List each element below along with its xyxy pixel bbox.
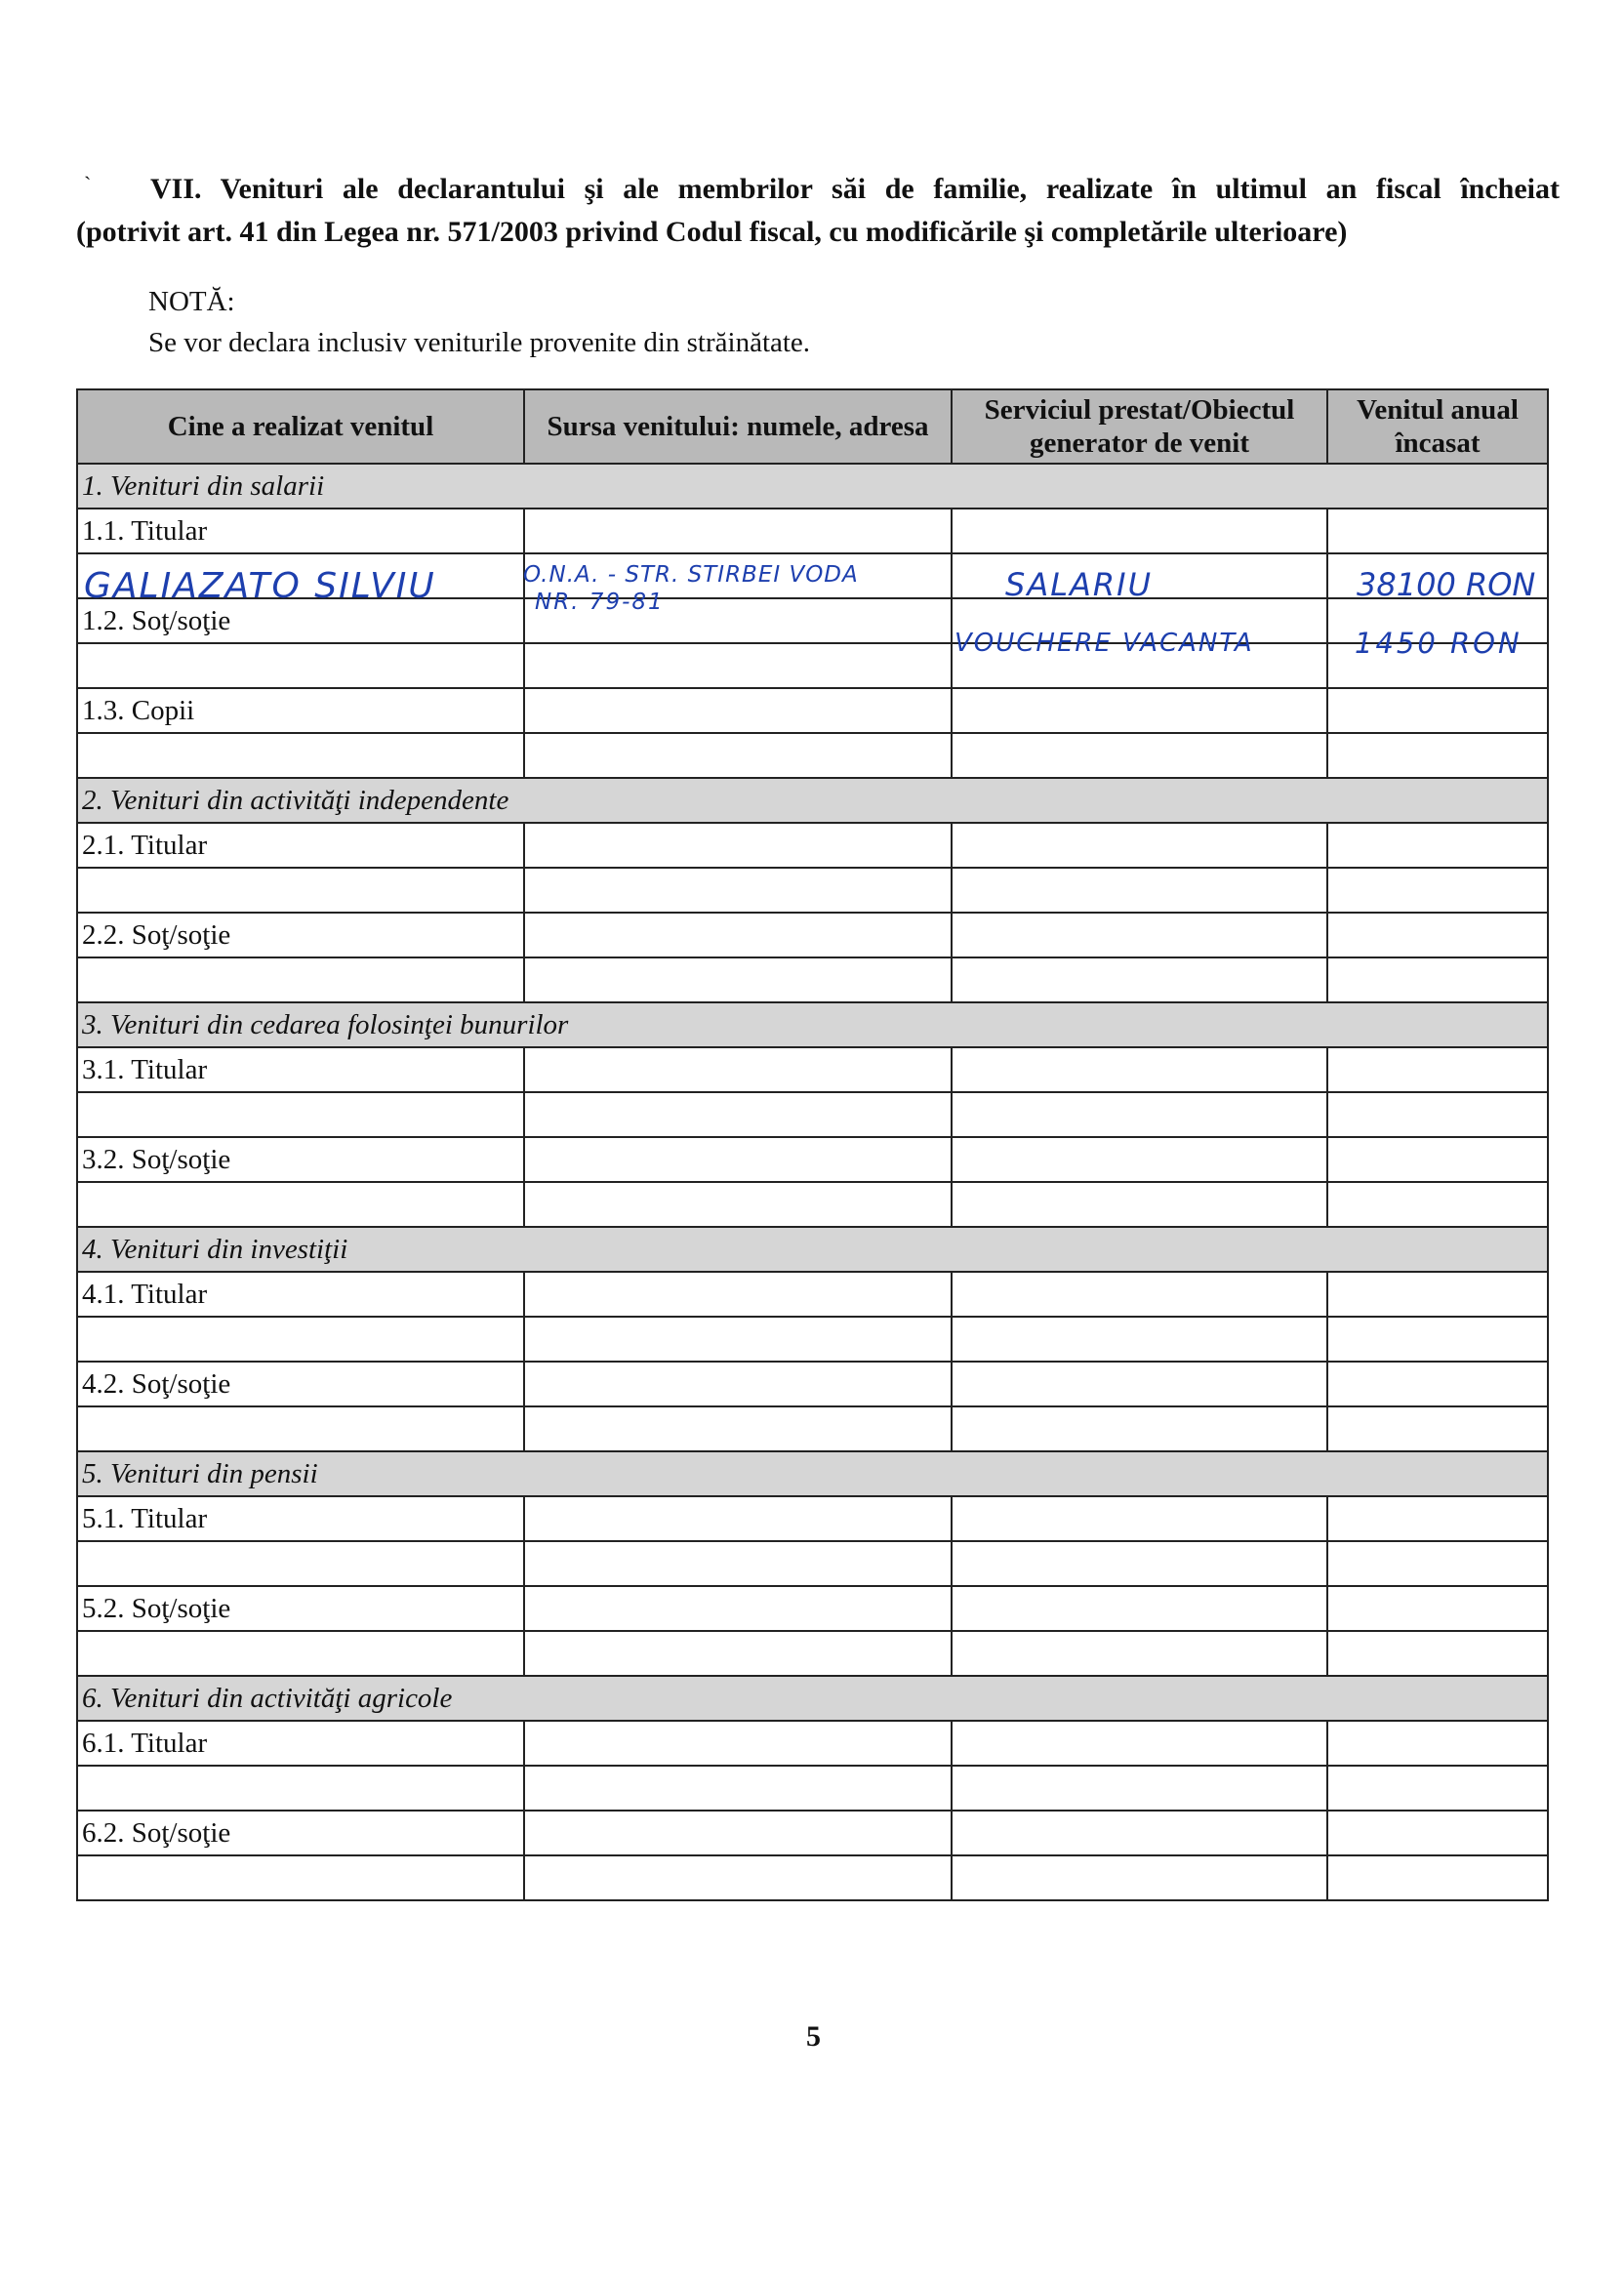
table-cell (952, 1541, 1327, 1586)
table-cell (524, 1047, 952, 1092)
table-cell (952, 688, 1327, 733)
table-cell (1327, 1496, 1548, 1541)
table-cell (524, 957, 952, 1002)
handwritten-service-1: SALARIU (1005, 566, 1154, 603)
table-cell (1327, 1766, 1548, 1811)
table-row (77, 1631, 1548, 1676)
table-cell (1327, 1541, 1548, 1586)
heading-line-1: VII. Venituri ale declarantului şi ale membrilor săi de familie, realizate în ultimul an fiscal încheiat (150, 173, 1560, 205)
stray-mark: ` (84, 172, 92, 196)
table-cell (77, 957, 524, 1002)
table-cell (524, 1362, 952, 1406)
table-row (77, 1541, 1548, 1586)
table-cell (524, 509, 952, 553)
row-label: 6.1. Titular (77, 1721, 524, 1766)
table-row (77, 823, 1548, 868)
row-label: 6.2. Soţ/soţie (77, 1811, 524, 1855)
table-cell (1327, 1855, 1548, 1900)
table-row (77, 1362, 1548, 1406)
section-title: 3. Venituri din cedarea folosinţei bunurilor (77, 1002, 1548, 1047)
table-cell (524, 1766, 952, 1811)
table-cell (524, 643, 952, 688)
table-cell (952, 1092, 1327, 1137)
row-label: 1.3. Copii (77, 688, 524, 733)
handwritten-source-line-1: O.N.A. - STR. STIRBEI VODA (523, 562, 859, 588)
table-row (77, 1496, 1548, 1541)
table-cell (1327, 1092, 1548, 1137)
table-row (77, 1811, 1548, 1855)
table-cell (1327, 1721, 1548, 1766)
table-cell (1327, 509, 1548, 553)
table-cell (77, 1092, 524, 1137)
row-label: 3.2. Soţ/soţie (77, 1137, 524, 1182)
handwritten-name: GALIAZATO SILVIU (84, 566, 436, 606)
note-label: NOTĂ: (148, 286, 235, 317)
section-title: 5. Venituri din pensii (77, 1451, 1548, 1496)
handwritten-amount-2: 1450 RON (1355, 627, 1522, 660)
table-cell (524, 1317, 952, 1362)
row-label: 3.1. Titular (77, 1047, 524, 1092)
table-cell (952, 1362, 1327, 1406)
section-row (77, 1227, 1548, 1272)
table-cell (524, 1855, 952, 1900)
table-cell (1327, 1406, 1548, 1451)
table-cell (1327, 1811, 1548, 1855)
table-cell (524, 733, 952, 778)
heading-line-2: (potrivit art. 41 din Legea nr. 571/2003 privind Codul fiscal, cu modificările şi completările ulterioare) (76, 216, 1348, 248)
table-cell (524, 1182, 952, 1227)
table-cell (952, 957, 1327, 1002)
table-cell (1327, 733, 1548, 778)
table-row (77, 1137, 1548, 1182)
section-heading (76, 168, 1560, 254)
row-label: 1.1. Titular (77, 509, 524, 553)
section-title: 1. Venituri din salarii (77, 464, 1548, 509)
income-table (76, 388, 1549, 1901)
table-cell (77, 733, 524, 778)
table-cell (952, 1137, 1327, 1182)
table-cell (952, 1631, 1327, 1676)
table-cell (524, 1406, 952, 1451)
table-row (77, 1317, 1548, 1362)
row-label: 5.1. Titular (77, 1496, 524, 1541)
table-cell (524, 1541, 952, 1586)
table-row (77, 688, 1548, 733)
note-text: Se vor declara inclusiv veniturile provenite din străinătate. (148, 327, 811, 358)
table-cell (952, 1047, 1327, 1092)
table-cell (952, 1272, 1327, 1317)
header-service: Serviciul prestat/Obiectul generator de venit (952, 389, 1327, 464)
table-row (77, 1586, 1548, 1631)
table-cell (1327, 957, 1548, 1002)
table-cell (1327, 1362, 1548, 1406)
table-cell (952, 913, 1327, 957)
table-cell (524, 823, 952, 868)
handwritten-source-line-2: NR. 79-81 (535, 590, 665, 615)
table-cell (524, 1272, 952, 1317)
table-cell (952, 1766, 1327, 1811)
row-label: 1.2. Soţ/soţie (77, 598, 524, 643)
table-row (77, 1721, 1548, 1766)
page-number: 5 (806, 2020, 821, 2053)
section-title: 6. Venituri din activităţi agricole (77, 1676, 1548, 1721)
table-cell (952, 823, 1327, 868)
table-row (77, 913, 1548, 957)
table-cell (1327, 1182, 1548, 1227)
note-block (148, 281, 810, 363)
table-row (77, 1047, 1548, 1092)
table-cell (1327, 823, 1548, 868)
table-cell (1327, 1137, 1548, 1182)
handwritten-amount-1: 38100 RON (1357, 566, 1536, 603)
table-row (77, 643, 1548, 688)
table-cell (77, 1541, 524, 1586)
table-cell (524, 1586, 952, 1631)
table-cell (524, 1137, 952, 1182)
section-row (77, 1451, 1548, 1496)
table-row (77, 1272, 1548, 1317)
table-header-row (77, 389, 1548, 464)
table-row (77, 1855, 1548, 1900)
table-cell (952, 1721, 1327, 1766)
table-cell (952, 1811, 1327, 1855)
table-cell (1327, 1317, 1548, 1362)
table-cell (77, 1855, 524, 1900)
table-row (77, 733, 1548, 778)
table-cell (524, 688, 952, 733)
table-cell (952, 1406, 1327, 1451)
table-cell (77, 1766, 524, 1811)
table-cell (524, 1631, 952, 1676)
table-cell (1327, 688, 1548, 733)
handwritten-service-2: VOUCHERE VACANTA (954, 629, 1254, 658)
table-cell (952, 1855, 1327, 1900)
section-row (77, 1002, 1548, 1047)
table-row (77, 1092, 1548, 1137)
table-row (77, 1182, 1548, 1227)
table-cell (952, 1182, 1327, 1227)
table-cell (952, 509, 1327, 553)
section-row (77, 464, 1548, 509)
header-source: Sursa venitului: numele, adresa (524, 389, 952, 464)
table-cell (524, 1811, 952, 1855)
table-cell (77, 1182, 524, 1227)
table-cell (524, 1496, 952, 1541)
row-label: 2.1. Titular (77, 823, 524, 868)
table-cell (524, 868, 952, 913)
table-cell (77, 1406, 524, 1451)
table-cell (1327, 1586, 1548, 1631)
table-cell (524, 913, 952, 957)
table-cell (952, 868, 1327, 913)
row-label: 4.2. Soţ/soţie (77, 1362, 524, 1406)
table-row (77, 957, 1548, 1002)
table-cell (952, 1496, 1327, 1541)
row-label: 4.1. Titular (77, 1272, 524, 1317)
table-cell (77, 1317, 524, 1362)
table-row (77, 1766, 1548, 1811)
row-label: 5.2. Soţ/soţie (77, 1586, 524, 1631)
table-row (77, 868, 1548, 913)
table-cell (77, 643, 524, 688)
table-cell (77, 1631, 524, 1676)
table-cell (1327, 1047, 1548, 1092)
table-cell (524, 1092, 952, 1137)
table-cell (77, 868, 524, 913)
table-cell (952, 1586, 1327, 1631)
row-label: 2.2. Soţ/soţie (77, 913, 524, 957)
table-cell (1327, 1631, 1548, 1676)
table-cell (952, 733, 1327, 778)
table-cell (952, 1317, 1327, 1362)
table-cell (1327, 868, 1548, 913)
table-cell (1327, 913, 1548, 957)
section-row (77, 778, 1548, 823)
header-amount: Venitul anual încasat (1327, 389, 1548, 464)
table-cell (1327, 1272, 1548, 1317)
table-row (77, 509, 1548, 553)
section-title: 2. Venituri din activităţi independente (77, 778, 1548, 823)
table-cell (524, 1721, 952, 1766)
section-row (77, 1676, 1548, 1721)
table-row (77, 1406, 1548, 1451)
section-title: 4. Venituri din investiţii (77, 1227, 1548, 1272)
header-who: Cine a realizat venitul (77, 389, 524, 464)
